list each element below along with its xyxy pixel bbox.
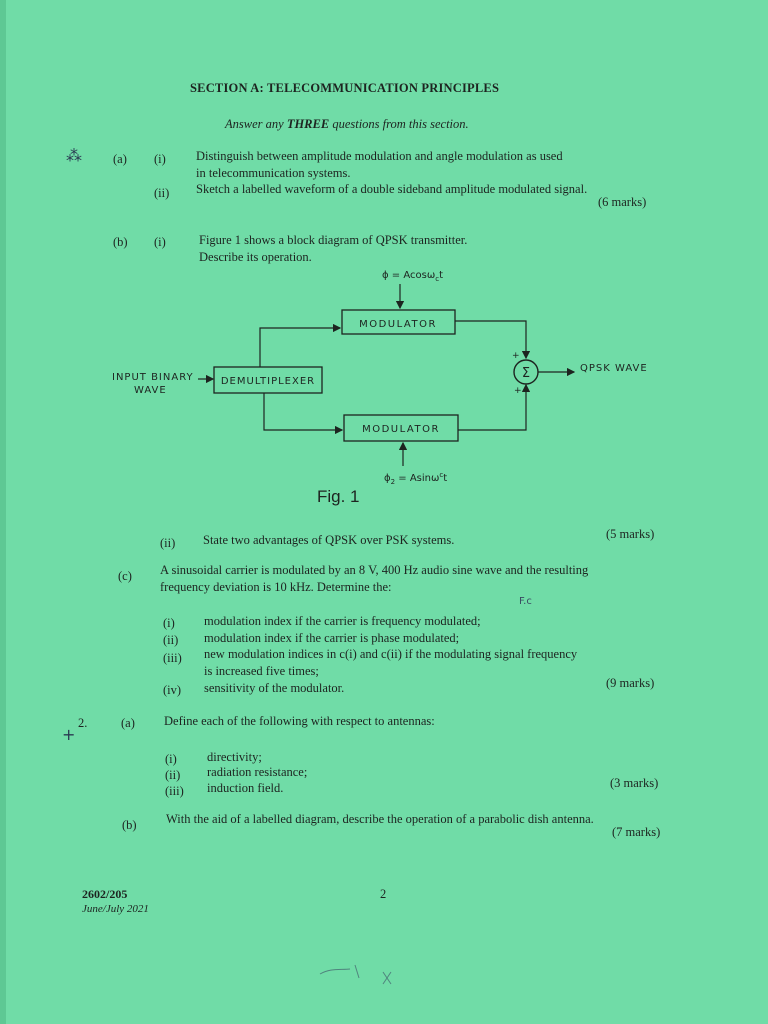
demux-to-bottom-modulator — [264, 393, 342, 430]
instruction-before: Answer any — [225, 117, 287, 131]
q2a-item-label-1: (ii) — [165, 768, 181, 782]
q1a-ii-label: (ii) — [154, 186, 170, 200]
q1c-item-label-0: (i) — [163, 616, 175, 630]
footer-page-number: 2 — [380, 887, 387, 901]
q1b-i-label: (i) — [154, 235, 166, 249]
q2a-marks: (3 marks) — [610, 776, 659, 790]
q1c-item-text-4: sensitivity of the modulator. — [204, 681, 345, 695]
qpsk-block-diagram — [100, 262, 680, 512]
footer-exam-date: June/July 2021 — [82, 903, 149, 915]
summer-plus-bottom: + — [514, 386, 522, 396]
q1c-item-text-2: new modulation indices in c(i) and c(ii) if the modulating signal frequency — [204, 647, 578, 661]
input-label-line1: INPUT BINARY — [112, 372, 194, 383]
q1c-item-label-1: (ii) — [163, 633, 179, 647]
q1b-marks: (5 marks) — [606, 527, 655, 541]
modulator-bottom-label: MODULATOR — [362, 424, 440, 435]
demux-to-top-modulator — [260, 328, 340, 367]
input-label-line2: WAVE — [134, 385, 167, 396]
q2a-item-text-2: induction field. — [207, 781, 284, 795]
q1b-i-line2: Describe its operation. — [199, 250, 312, 264]
demux-label: DEMULTIPLEXER — [220, 376, 316, 387]
q2b-label: (b) — [122, 818, 137, 832]
q2a-item-label-2: (iii) — [165, 784, 184, 798]
q1c-item-label-2: (iii) — [163, 651, 182, 665]
handwritten-note-fc: F.c — [519, 596, 532, 607]
q1b-ii-text: State two advantages of QPSK over PSK systems. — [203, 533, 455, 547]
q1c-line1: A sinusoidal carrier is modulated by an 8 V, 400 Hz audio sine wave and the resulting — [160, 563, 589, 577]
section-title: SECTION A: TELECOMMUNICATION PRINCIPLES — [190, 81, 500, 95]
q2a-stem: Define each of the following with respect to antennas: — [164, 714, 435, 728]
q2a-item-text-1: radiation resistance; — [207, 765, 308, 779]
q2a-item-text-0: directivity; — [207, 750, 262, 764]
q2b-text: With the aid of a labelled diagram, describe the operation of a parabolic dish antenna. — [166, 812, 594, 826]
q2a-item-label-0: (i) — [165, 752, 177, 766]
summer-symbol: Σ — [521, 366, 531, 381]
figure-caption: Fig. 1 — [317, 487, 360, 506]
q1a-label: (a) — [113, 152, 127, 166]
q1a-ii-text: Sketch a labelled waveform of a double sideband amplitude modulated signal. — [196, 182, 588, 196]
output-label: QPSK WAVE — [580, 363, 648, 374]
q1c-label: (c) — [118, 569, 132, 583]
q1c-item-text-1: modulation index if the carrier is phase modulated; — [204, 631, 460, 645]
q1b-i-line1: Figure 1 shows a block diagram of QPSK transmitter. — [199, 233, 468, 247]
q1c-line2: frequency deviation is 10 kHz. Determine the: — [160, 580, 392, 594]
section-instruction — [225, 117, 469, 132]
instruction-after: questions from this section. — [329, 117, 469, 131]
summer-plus-top: + — [512, 351, 520, 361]
q1a-i-label: (i) — [154, 152, 166, 166]
q1a-i-line2: in telecommunication systems. — [196, 166, 351, 180]
q1c-item-label-4: (iv) — [163, 683, 182, 697]
q2b-marks: (7 marks) — [612, 825, 661, 839]
scan-edge — [0, 0, 6, 1024]
q1c-marks: (9 marks) — [606, 676, 655, 690]
modulator-top-label: MODULATOR — [359, 319, 437, 330]
q2-number: 2. — [78, 716, 88, 730]
pen-scribble — [315, 960, 405, 990]
q1a-i-line1: Distinguish between amplitude modulation and angle modulation as used — [196, 149, 563, 163]
q1c-item-text-3: is increased five times; — [204, 664, 319, 678]
bottom-carrier-label: $\phi_2 = Asin\omega^ct$ — [384, 471, 448, 486]
q2a-label: (a) — [121, 716, 135, 730]
handwritten-mark-q1: ⁂ — [66, 146, 82, 165]
handwritten-mark-q2: + — [62, 725, 76, 744]
q1a-marks: (6 marks) — [598, 195, 647, 209]
q1b-ii-label: (ii) — [160, 536, 176, 550]
q1c-item-text-0: modulation index if the carrier is frequency modulated; — [204, 614, 481, 628]
q1b-label: (b) — [113, 235, 128, 249]
top-carrier-label: ϕ = Acosω$_c$t — [382, 270, 443, 283]
footer-paper-code: 2602/205 — [82, 887, 128, 901]
instruction-bold: THREE — [286, 117, 330, 131]
